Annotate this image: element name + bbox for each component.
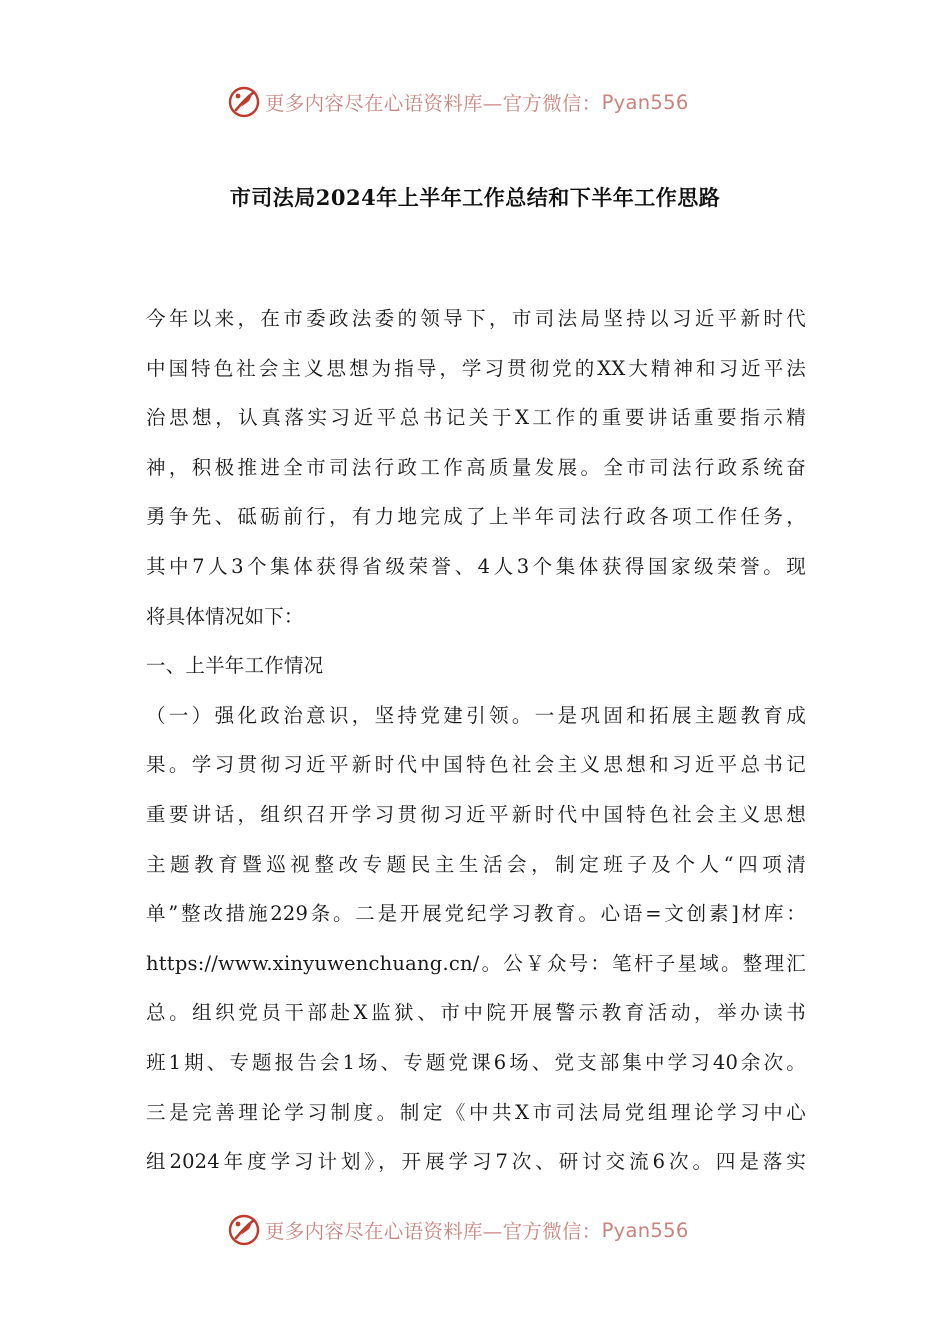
header-watermark	[227, 82, 689, 122]
body-line: 单”整改措施229条。二是开展党纪学习教育。心语=文创素]材库：	[146, 902, 806, 926]
watermark-wechat-id: Pyan556	[601, 90, 689, 114]
body-line: 神，积极推进全市司法行政工作高质量发展。全市司法行政系统奋	[146, 455, 806, 479]
body-line: 将具体情况如下：	[146, 604, 304, 628]
body-line: https://www.xinyuwenchuang.cn/。公￥众号：笔杆子星域。整理汇	[146, 951, 806, 975]
document-title: 市司法局2024年上半年工作总结和下半年工作思路	[229, 185, 721, 210]
body-line: 总。组织党员干部赴X监狱、市中院开展警示教育活动，举办读书	[146, 1001, 806, 1025]
body-line: （一）强化政治意识，坚持党建引领。一是巩固和拓展主题教育成	[146, 703, 806, 727]
body-line: 重要讲话，组织召开学习贯彻习近平新时代中国特色社会主义思想	[146, 802, 806, 826]
body-line: 三是完善理论学习制度。制定《中共X市司法局党组理论学习中心	[146, 1100, 806, 1124]
quill-logo-icon	[227, 85, 261, 119]
watermark-text: 更多内容尽在心语资料库—官方微信：	[265, 92, 602, 115]
body-line: 果。学习贯彻习近平新时代中国特色社会主义思想和习近平总书记	[146, 753, 806, 777]
body-line: 勇争先、砥砺前行，有力地完成了上半年司法行政各项工作任务，	[146, 505, 806, 529]
body-line: 组2024年度学习计划》，开展学习7次、研讨交流6次。四是落实	[146, 1150, 806, 1174]
watermark-wechat-id: Pyan556	[601, 1218, 689, 1242]
body-line: 班1期、专题报告会1场、专题党课6场、党支部集中学习40余次。	[146, 1050, 806, 1074]
body-line: 今年以来，在市委政法委的领导下，市司法局坚持以习近平新时代	[146, 307, 806, 330]
section-heading: 一、上半年工作情况	[146, 654, 324, 678]
body-line: 中国特色社会主义思想为指导，学习贯彻党的XX大精神和习近平法	[146, 356, 806, 380]
footer-watermark	[227, 1210, 689, 1250]
body-line: 主题教育暨巡视整改专题民主生活会，制定班子及个人“四项清	[146, 852, 806, 876]
document-body	[146, 294, 806, 1187]
body-line: 其中7人3个集体获得省级荣誉、4人3个集体获得国家级荣誉。现	[146, 554, 806, 578]
body-line: 治思想，认真落实习近平总书记关于X工作的重要讲话重要指示精	[146, 406, 806, 430]
watermark-text: 更多内容尽在心语资料库—官方微信：	[265, 1220, 602, 1243]
quill-logo-icon	[227, 1213, 261, 1247]
